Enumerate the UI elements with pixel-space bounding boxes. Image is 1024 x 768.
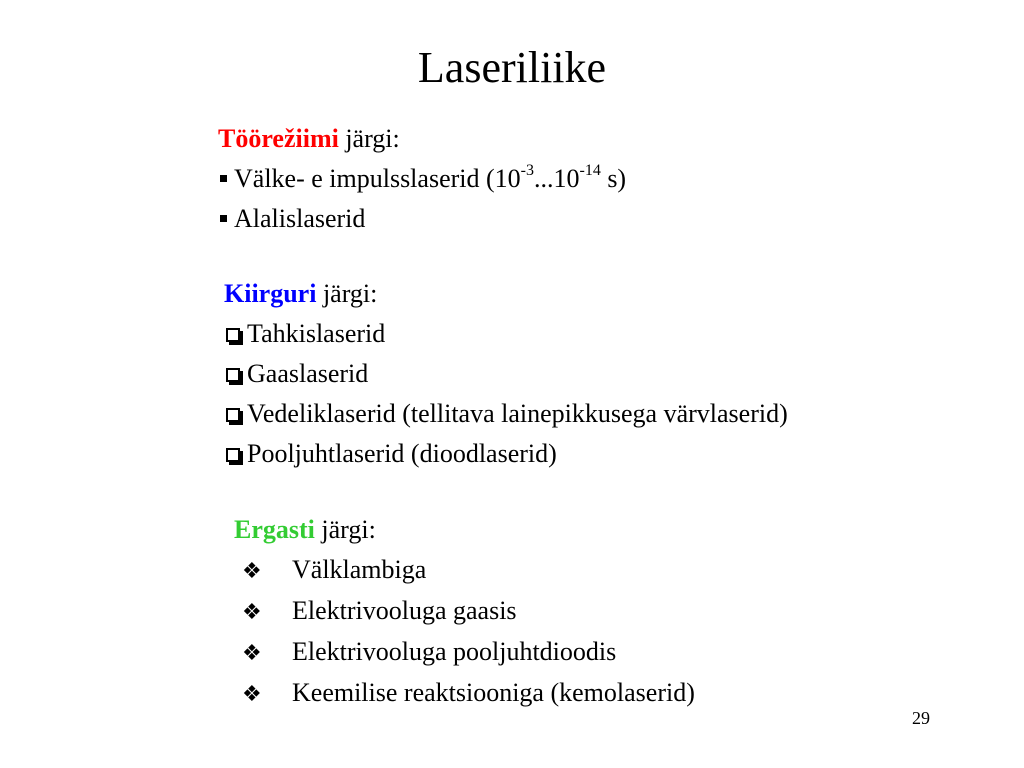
item-text: Keemilise reaktsiooniga (kemolaserid): [292, 678, 695, 707]
list-item: [224, 394, 788, 434]
item-text: Elektrivooluga gaasis: [292, 596, 517, 625]
checkbox-bullet-icon: [226, 408, 240, 422]
exponent: -14: [579, 162, 601, 180]
section-operating-mode: [218, 119, 626, 239]
item-text-tail: s): [600, 164, 627, 193]
list-item: [234, 591, 695, 632]
section-heading: [224, 274, 788, 314]
section-emitter: [224, 274, 788, 474]
list-item: [234, 550, 695, 591]
slide-title: Laseriliike: [417, 43, 607, 92]
page-number: 29: [912, 708, 930, 728]
list-item: [234, 632, 695, 673]
heading-suffix: järgi:: [316, 279, 378, 308]
item-text: Välklambiga: [292, 555, 427, 584]
checkbox-bullet-icon: [226, 328, 240, 342]
section-heading: [218, 119, 626, 159]
list-item: [224, 354, 788, 394]
keyword-emitter: Kiirguri: [224, 279, 317, 308]
item-text-mid: ...10: [533, 164, 580, 193]
list-item: [224, 434, 788, 474]
item-text: Tahkislaserid: [247, 319, 386, 348]
exponent: -3: [520, 162, 534, 180]
keyword-pumping: Ergasti: [234, 515, 315, 544]
diamond-bullet-icon: ❖: [242, 599, 262, 624]
list-item: [218, 159, 626, 199]
checkbox-bullet-icon: [226, 448, 240, 462]
heading-suffix: järgi:: [314, 515, 376, 544]
item-text: Pooljuhtlaserid (dioodlaserid): [247, 439, 557, 468]
diamond-bullet-icon: ❖: [242, 681, 262, 706]
keyword-operating-mode: Töörežiimi: [218, 124, 339, 153]
item-text: Elektrivooluga pooljuhtdioodis: [292, 637, 617, 666]
heading-suffix: järgi:: [338, 124, 400, 153]
list-item: [224, 314, 788, 354]
section-pumping: [234, 510, 695, 714]
square-bullet-icon: [220, 215, 227, 222]
list-item: [234, 673, 695, 714]
item-text: Vedeliklaserid (tellitava lainepikkusega värvlaserid): [247, 399, 788, 428]
item-text: Välke- e impulsslaserid (10: [234, 164, 521, 193]
square-bullet-icon: [220, 175, 227, 182]
section-heading: [234, 510, 695, 550]
diamond-bullet-icon: ❖: [242, 640, 262, 665]
item-text: Gaaslaserid: [247, 359, 369, 388]
checkbox-bullet-icon: [226, 368, 240, 382]
list-item: [218, 199, 626, 239]
item-text: Alalislaserid: [234, 204, 366, 233]
diamond-bullet-icon: ❖: [242, 558, 262, 583]
